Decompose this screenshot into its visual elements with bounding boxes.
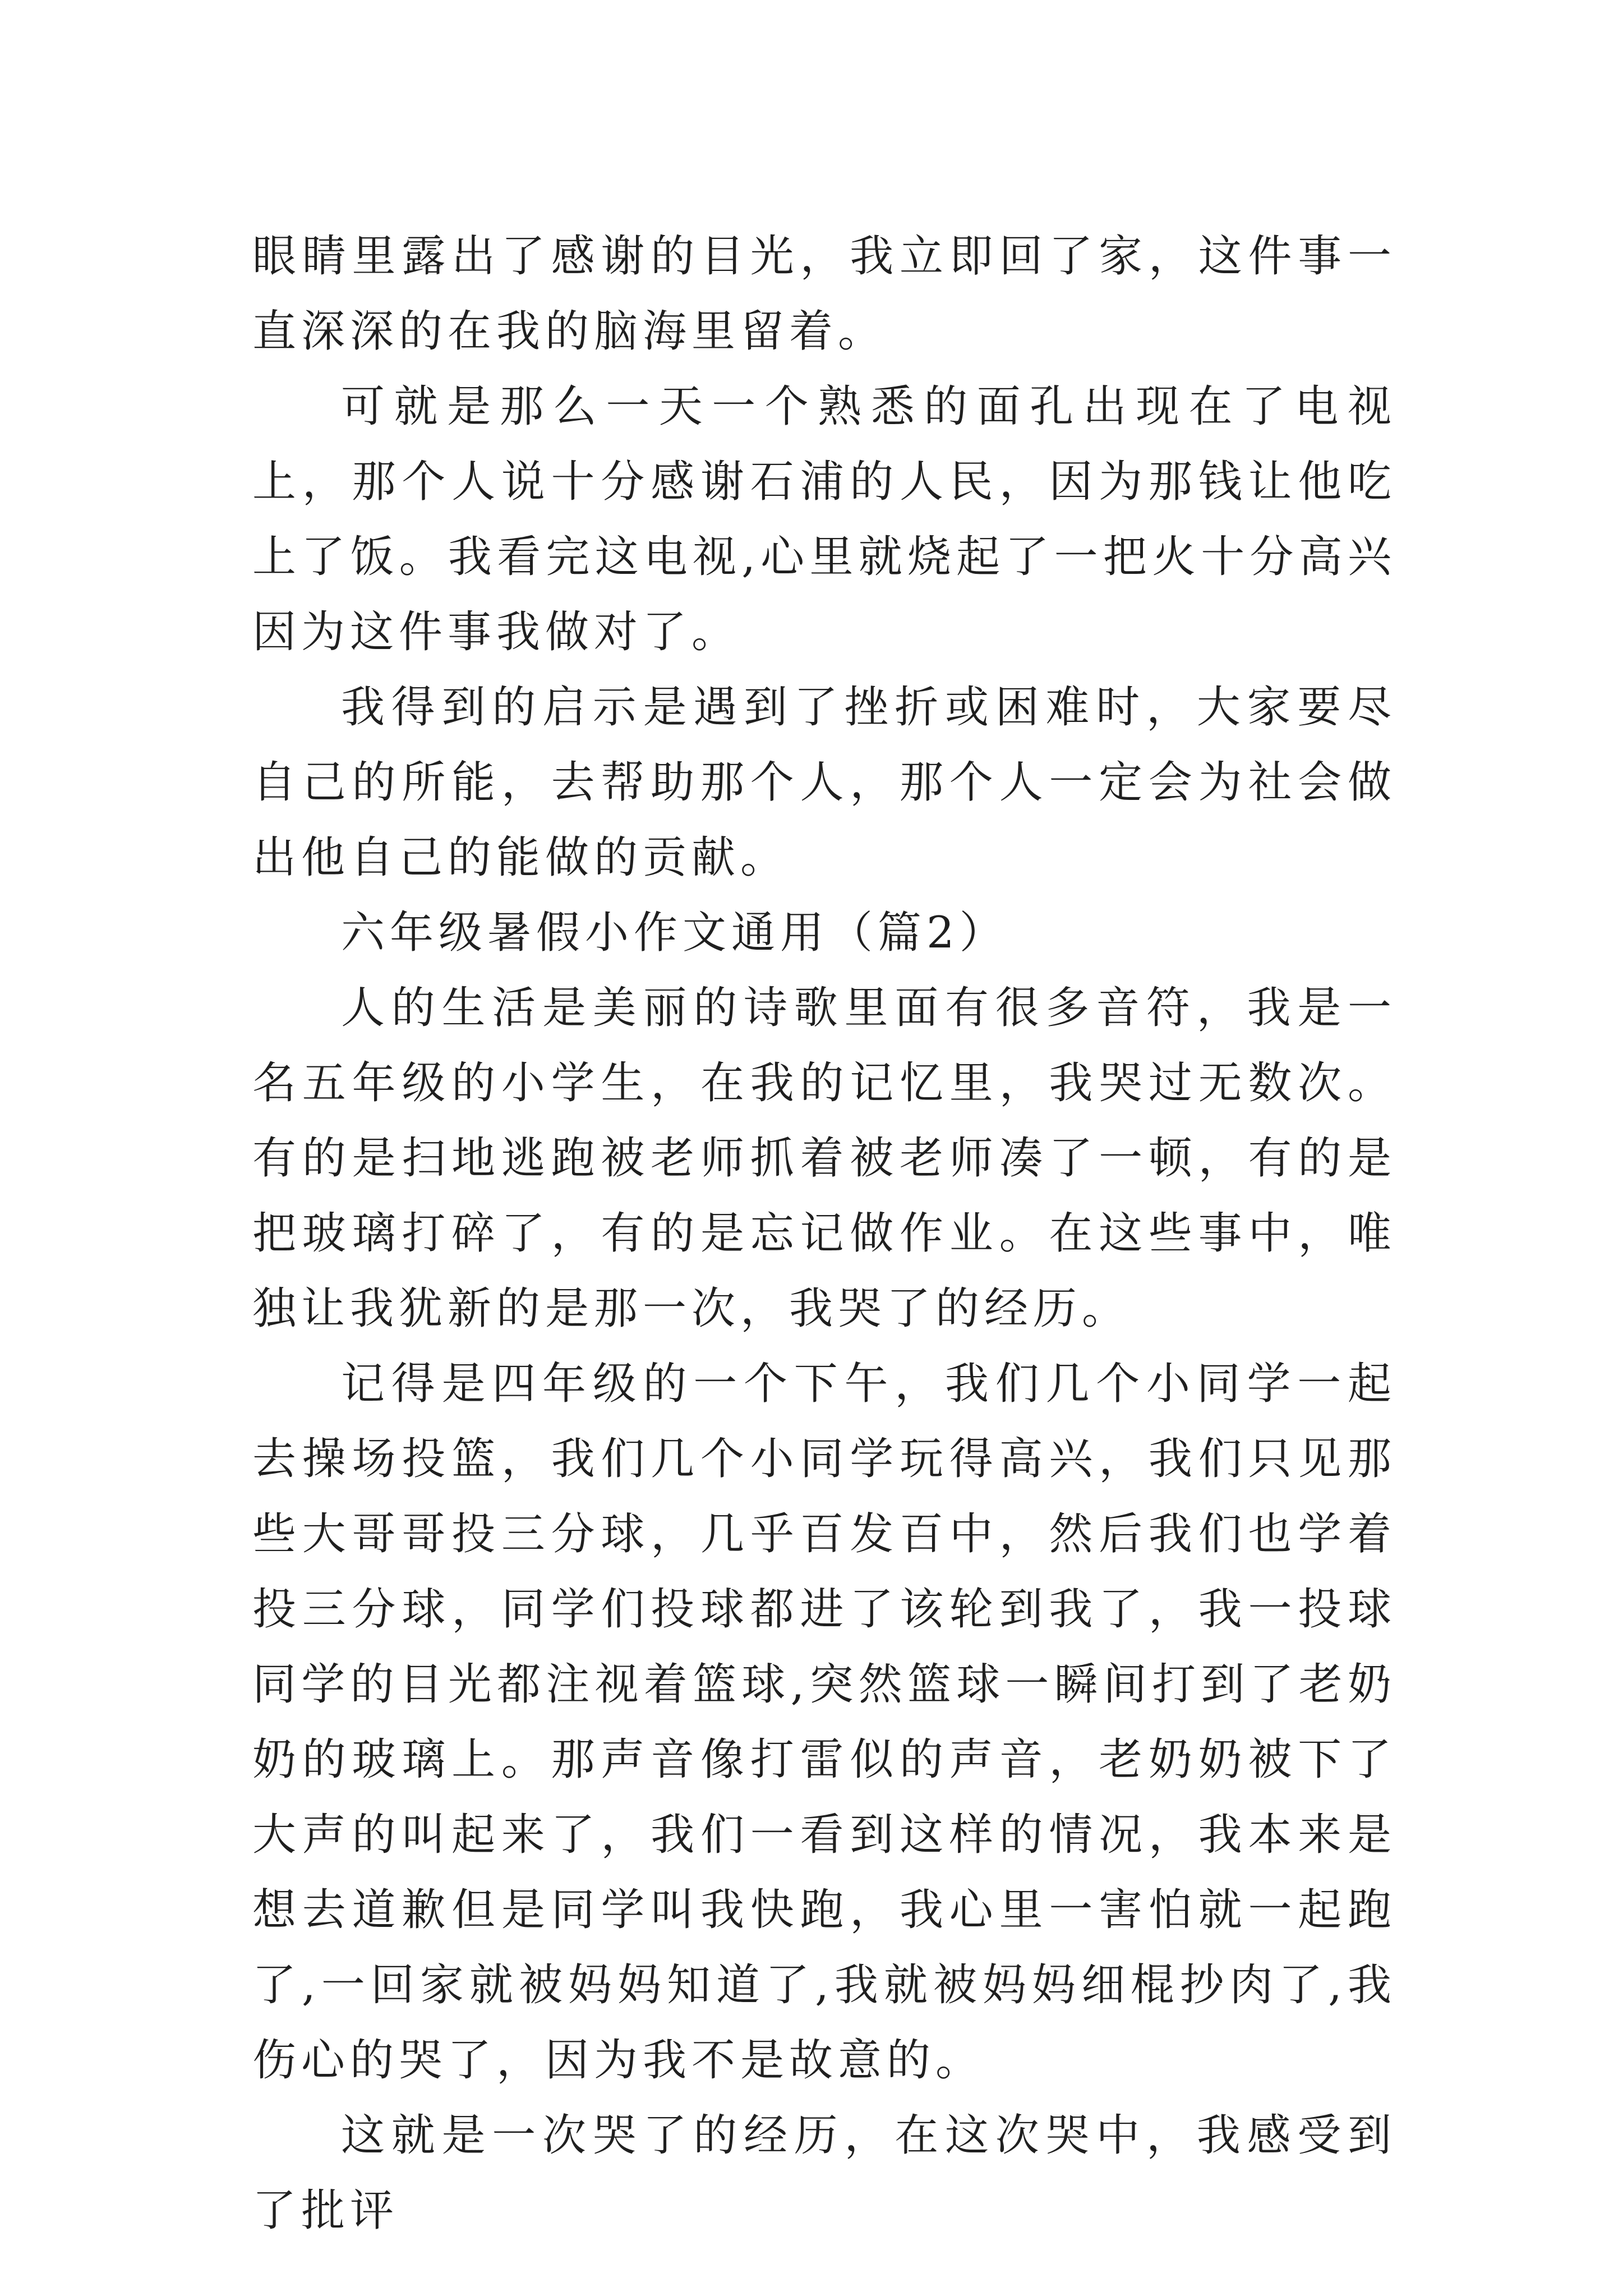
paragraph-conclusion: 这就是一次哭了的经历，在这次哭中，我感受到了批评 bbox=[252, 2110, 1396, 2236]
paragraph-lesson: 我得到的启示是遇到了挫折或困难时，大家要尽自己的所能，去帮助那个人，那个人一定会为社会做出他自己的能做的贡献。 bbox=[252, 682, 1396, 883]
paragraph-tv-story: 可就是那么一天一个熟悉的面孔出现在了电视上，那个人说十分感谢石浦的人民，因为那钱让他吃上了饭。我看完这电视,心里就烧起了一把火十分高兴因为这件事我做对了。 bbox=[252, 381, 1396, 657]
section-heading: 六年级暑假小作文通用（篇2） bbox=[341, 908, 1008, 958]
paragraph-intro: 人的生活是美丽的诗歌里面有很多音符，我是一名五年级的小学生，在我的记忆里，我哭过无数次。有的是扫地逃跑被老师抓着被老师凑了一顿，有的是把玻璃打碎了，有的是忘记做作业。在这些事中，唯独让我犹新的是那一次，我哭了的经历。 bbox=[252, 983, 1396, 1334]
paragraph-basketball-story: 记得是四年级的一个下午，我们几个小同学一起去操场投篮，我们几个小同学玩得高兴，我们只见那些大哥哥投三分球，几乎百发百中，然后我们也学着投三分球，同学们投球都进了该轮到我了，我一投球同学的目光都注视着篮球,突然篮球一瞬间打到了老奶奶的玻璃上。那声音像打雷似的声音，老奶奶被下了大声的叫起来了，我们一看到这样的情况，我本来是想去道歉但是同学叫我快跑，我心里一害怕就一起跑了,一回家就被妈妈知道了,我就被妈妈细棍抄肉了,我伤心的哭了，因为我不是故意的。 bbox=[252, 1359, 1396, 2086]
paragraph-continuation: 眼睛里露出了感谢的目光，我立即回了家，这件事一直深深的在我的脑海里留着。 bbox=[252, 231, 1396, 357]
document-body bbox=[252, 219, 1396, 2248]
